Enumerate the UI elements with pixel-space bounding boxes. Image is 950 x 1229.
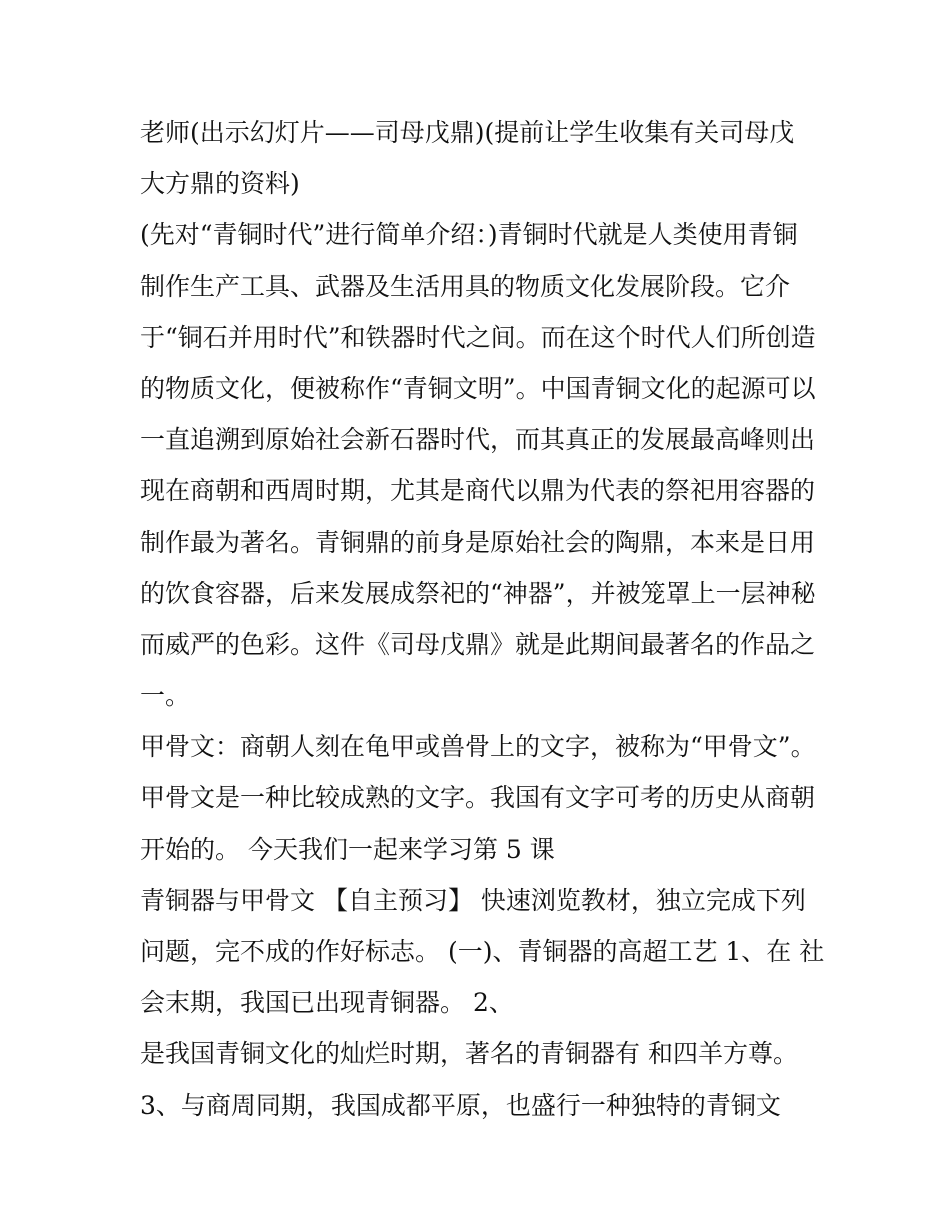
text-line: 青铜器与甲骨文 【自主预习】 快速浏览教材，独立完成下列: [140, 885, 806, 915]
text-line: 的物质文化，便被称作“青铜文明”。中国青铜文化的起源可以: [140, 373, 816, 403]
text-line: 制作最为著名。青铜鼎的前身是原始社会的陶鼎，本来是日用: [140, 527, 816, 557]
text-line: 于“铜石并用时代”和铁器时代之间。而在这个时代人们所创造: [140, 322, 816, 352]
text-line: 会末期，我国已出现青铜器。 2、: [140, 988, 514, 1018]
text-line: 甲骨文是一种比较成熟的文字。我国有文字可考的历史从商朝: [140, 783, 816, 813]
text-line: 而威严的色彩。这件《司母戊鼎》就是此期间最著名的作品之: [140, 629, 816, 659]
text-line: 制作生产工具、武器及生活用具的物质文化发展阶段。它介: [140, 271, 791, 301]
text-line: 一。: [140, 681, 191, 711]
document-body: [140, 107, 825, 1131]
text-line: 现在商朝和西周时期，尤其是商代以鼎为代表的祭祀用容器的: [140, 476, 816, 506]
text-line: (先对“青铜时代”进行简单介绍：)青铜时代就是人类使用青铜: [140, 220, 798, 250]
text-line: 大方鼎的资料): [140, 169, 300, 199]
text-line: 一直追溯到原始社会新石器时代，而其真正的发展最高峰则出: [140, 425, 816, 455]
text-line: 3、与商周同期，我国成都平原，也盛行一种独特的青铜文: [140, 1090, 781, 1120]
text-line: 是我国青铜文化的灿烂时期，著名的青铜器有 和四羊方尊。: [140, 1039, 798, 1069]
text-line: 老师(出示幻灯片——司母戊鼎)(提前让学生收集有关司母戊: [140, 118, 795, 147]
text-line: 甲骨文：商朝人刻在龟甲或兽骨上的文字，被称为“甲骨文”。: [140, 732, 816, 762]
text-line: 的饮食容器，后来发展成祭祀的“神器”，并被笼罩上一层神秘: [140, 578, 816, 608]
text-line: 开始的。 今天我们一起来学习第 5 课: [140, 834, 555, 864]
text-line: 问题，完不成的作好标志。 (一)、青铜器的高超工艺 1、在 社: [140, 937, 825, 966]
